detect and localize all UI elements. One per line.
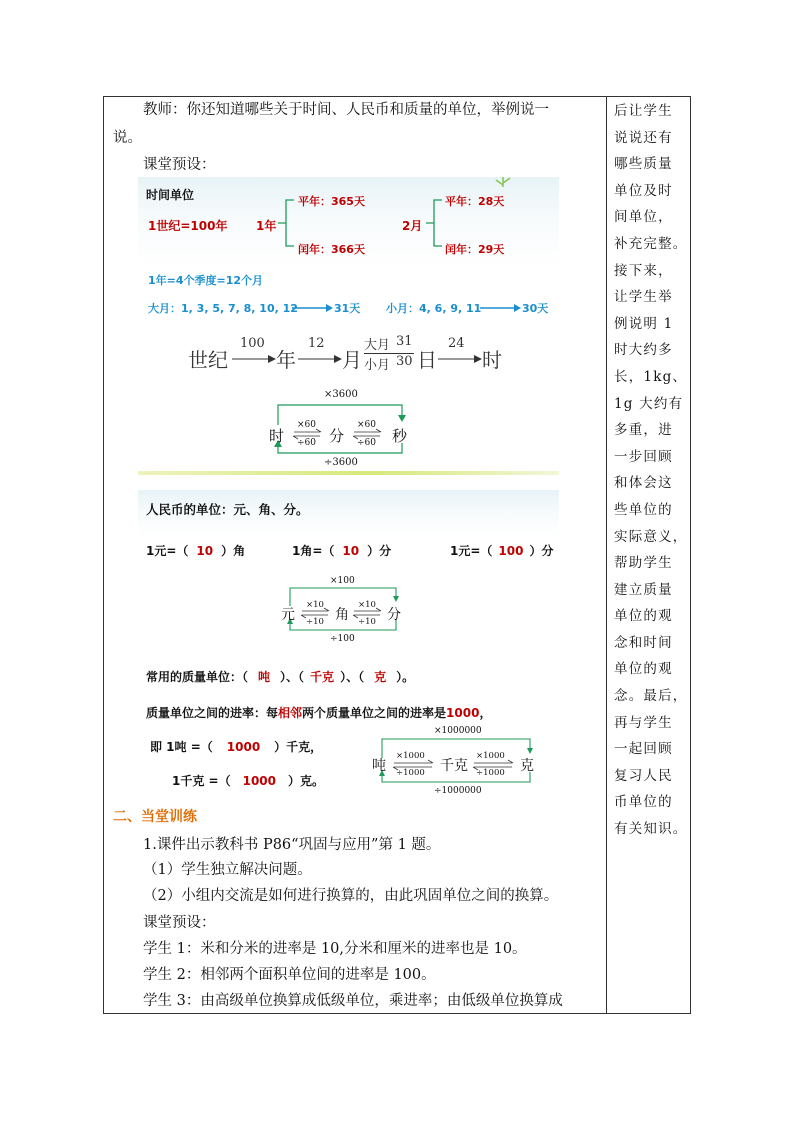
side-note-line: 有关知识。 (614, 821, 688, 838)
chain-century: 世纪 (188, 348, 228, 372)
side-note-line: 再与学生 (614, 714, 673, 731)
teacher-question-line2: 说。 (113, 130, 142, 146)
side-note-line: 补充完整。 (614, 235, 688, 252)
chain-arrow-1-icon (232, 354, 276, 364)
hms-bottom-label: ÷3600 (324, 457, 358, 468)
hms-top-label: ×3600 (324, 389, 358, 400)
mass-g: 克 (520, 758, 534, 774)
chain-arrow-3-icon (438, 354, 482, 364)
hms-minute: 分 (329, 427, 345, 445)
money-fen: 分 (387, 607, 401, 623)
common-year: 平年：365天 (298, 195, 365, 208)
side-note-line: 时大约多 (614, 342, 673, 359)
time-units-panel (138, 177, 559, 475)
side-note-line: 念和时间 (614, 634, 673, 651)
chain-30: 30 (396, 354, 413, 369)
small-month-days: 30天 (522, 302, 549, 315)
chain-100: 100 (240, 336, 265, 351)
mass-common-units: 常用的质量单位：（ 吨 ）、（ 千克 ）、（ 克 ）。 (146, 670, 415, 684)
jiao-fen-eq: 1角=（ 10 ）分 (292, 544, 392, 558)
small-month-arrow-icon (480, 302, 522, 314)
side-note-line: 后让学生 (614, 103, 673, 119)
february-label: 2月 (402, 219, 423, 233)
section-title-practice: 二、当堂训练 (113, 809, 197, 825)
leap-year: 闰年：366天 (298, 243, 365, 256)
chain-arrow-2-icon (298, 354, 342, 364)
practice-p6: 学生 2：相邻两个面积单位间的进率是 100。 (143, 967, 436, 983)
feb-common: 平年：28天 (445, 195, 505, 208)
ground-decoration (138, 471, 559, 475)
hms-mul60-b: ×60 (357, 420, 376, 430)
money-jiao: 角 (335, 607, 349, 623)
leaf-decoration-icon (488, 177, 518, 191)
mass-kg: 千克 (440, 758, 468, 774)
side-note-line: 长，1kg、 (614, 368, 688, 385)
small-months: 小月：4, 6, 9, 11 (386, 302, 482, 315)
money-heading: 人民币的单位：元、角、分。 (146, 502, 309, 517)
money-yuan: 元 (281, 607, 295, 623)
big-month-arrow-icon (292, 302, 334, 314)
chain-hour: 时 (482, 348, 502, 372)
mass-div-b: ÷1000 (476, 768, 505, 778)
chain-year: 年 (276, 348, 296, 372)
chain-big-month: 大月 (364, 338, 391, 353)
money-bottom-label: ÷100 (330, 634, 355, 644)
big-month-days: 31天 (334, 302, 361, 315)
ton-kg-eq: 即 1吨 =（ 1000 ）千克， (150, 740, 323, 754)
chain-month: 月 (342, 348, 362, 372)
side-note-line: 单位及时 (614, 182, 673, 199)
chain-day: 日 (417, 348, 437, 372)
side-note-line: 接下来， (614, 262, 673, 279)
mass-bottom-label: ÷1000000 (434, 786, 482, 796)
chain-24: 24 (448, 336, 465, 351)
money-units-panel (138, 490, 559, 652)
feb-leap: 闰年：29天 (445, 243, 505, 256)
kg-g-eq: 1千克 =（ 1000 ）克。 (172, 774, 325, 788)
side-note-line: 哪些质量 (614, 156, 673, 173)
side-note-line: 帮助学生 (614, 555, 673, 572)
money-div10-a: ÷10 (306, 617, 324, 627)
mass-mul-b: ×1000 (476, 751, 505, 761)
practice-p3: （2）小组内交流是如何进行换算的，由此巩固单位之间的换算。 (143, 888, 559, 904)
chain-12: 12 (308, 336, 325, 351)
hms-second: 秒 (392, 427, 408, 445)
time-chain (188, 334, 518, 380)
side-note-line: 些单位的 (614, 501, 673, 518)
time-heading: 时间单位 (146, 188, 195, 202)
side-note-line: 一起回顾 (614, 741, 673, 758)
money-top-label: ×100 (330, 576, 355, 586)
mass-top-label: ×1000000 (434, 726, 482, 736)
side-note-line: 间单位， (614, 209, 673, 226)
side-note-line: 建立质量 (614, 581, 673, 598)
hms-mul60-a: ×60 (297, 420, 316, 430)
year-brace (274, 197, 298, 249)
hms-div60-a: ÷60 (297, 438, 316, 448)
mass-units-panel (138, 660, 559, 800)
mass-div-a: ÷1000 (396, 768, 425, 778)
side-note-line: 单位的观 (614, 661, 673, 678)
side-note-line: 和体会这 (614, 475, 673, 492)
chain-31: 31 (396, 334, 413, 349)
side-note-line: 说说还有 (614, 129, 673, 146)
mass-diagram (370, 726, 542, 800)
century-eq: 1世纪=100年 (148, 219, 228, 233)
yuan-fen-eq: 1元=（ 100 ）分 (450, 544, 554, 558)
mass-ton: 吨 (372, 758, 386, 774)
side-notes-column (614, 98, 688, 843)
side-note-line: 实际意义， (614, 528, 688, 545)
preset-label: 课堂预设： (143, 157, 216, 173)
money-div10-b: ÷10 (358, 617, 376, 627)
hms-diagram (264, 387, 424, 471)
side-note-line: 币单位的 (614, 794, 673, 811)
practice-p1: 1.课件出示教科书 P86“巩固与应用”第 1 题。 (143, 837, 441, 853)
side-note-line: 例说明 1 (614, 315, 674, 332)
side-note-line: 多重，进 (614, 422, 673, 439)
column-divider (606, 96, 607, 1014)
side-note-line: 念。最后， (614, 688, 688, 705)
side-note-line: 复习人民 (614, 767, 673, 784)
side-note-line: 让学生举 (614, 289, 673, 306)
yuan-jiao-eq: 1元=（ 10 ）角 (146, 544, 246, 558)
side-note-line: 单位的观 (614, 608, 673, 625)
big-months: 大月：1, 3, 5, 7, 8, 10, 12 (148, 302, 298, 315)
side-note-line: 一步回顾 (614, 448, 673, 465)
year-label: 1年 (256, 219, 277, 233)
hms-div60-b: ÷60 (357, 438, 376, 448)
teacher-question-line1: 教师：你还知道哪些关于时间、人民币和质量的单位，举例说一 (143, 102, 549, 118)
practice-p4: 课堂预设： (143, 915, 216, 931)
practice-p5: 学生 1：米和分米的进率是 10,分米和厘米的进率也是 10。 (143, 941, 527, 957)
mass-rate-line: 质量单位之间的进率：每相邻两个质量单位之间的进率是1000， (146, 706, 492, 720)
money-mul10-a: ×10 (306, 600, 324, 610)
side-note-line: 1g 大约有 (614, 395, 684, 412)
chain-small-month: 小月 (364, 358, 391, 373)
seasons-line: 1年=4个季度=12个月 (148, 274, 264, 287)
practice-p7: 学生 3：由高级单位换算成低级单位，乘进率；由低级单位换算成 (143, 993, 563, 1009)
money-mul10-b: ×10 (358, 600, 376, 610)
mass-mul-a: ×1000 (396, 751, 425, 761)
money-diagram (278, 574, 408, 646)
hms-hour: 时 (269, 427, 285, 445)
february-brace (422, 197, 446, 249)
practice-p2: （1）学生独立解决问题。 (143, 862, 312, 878)
